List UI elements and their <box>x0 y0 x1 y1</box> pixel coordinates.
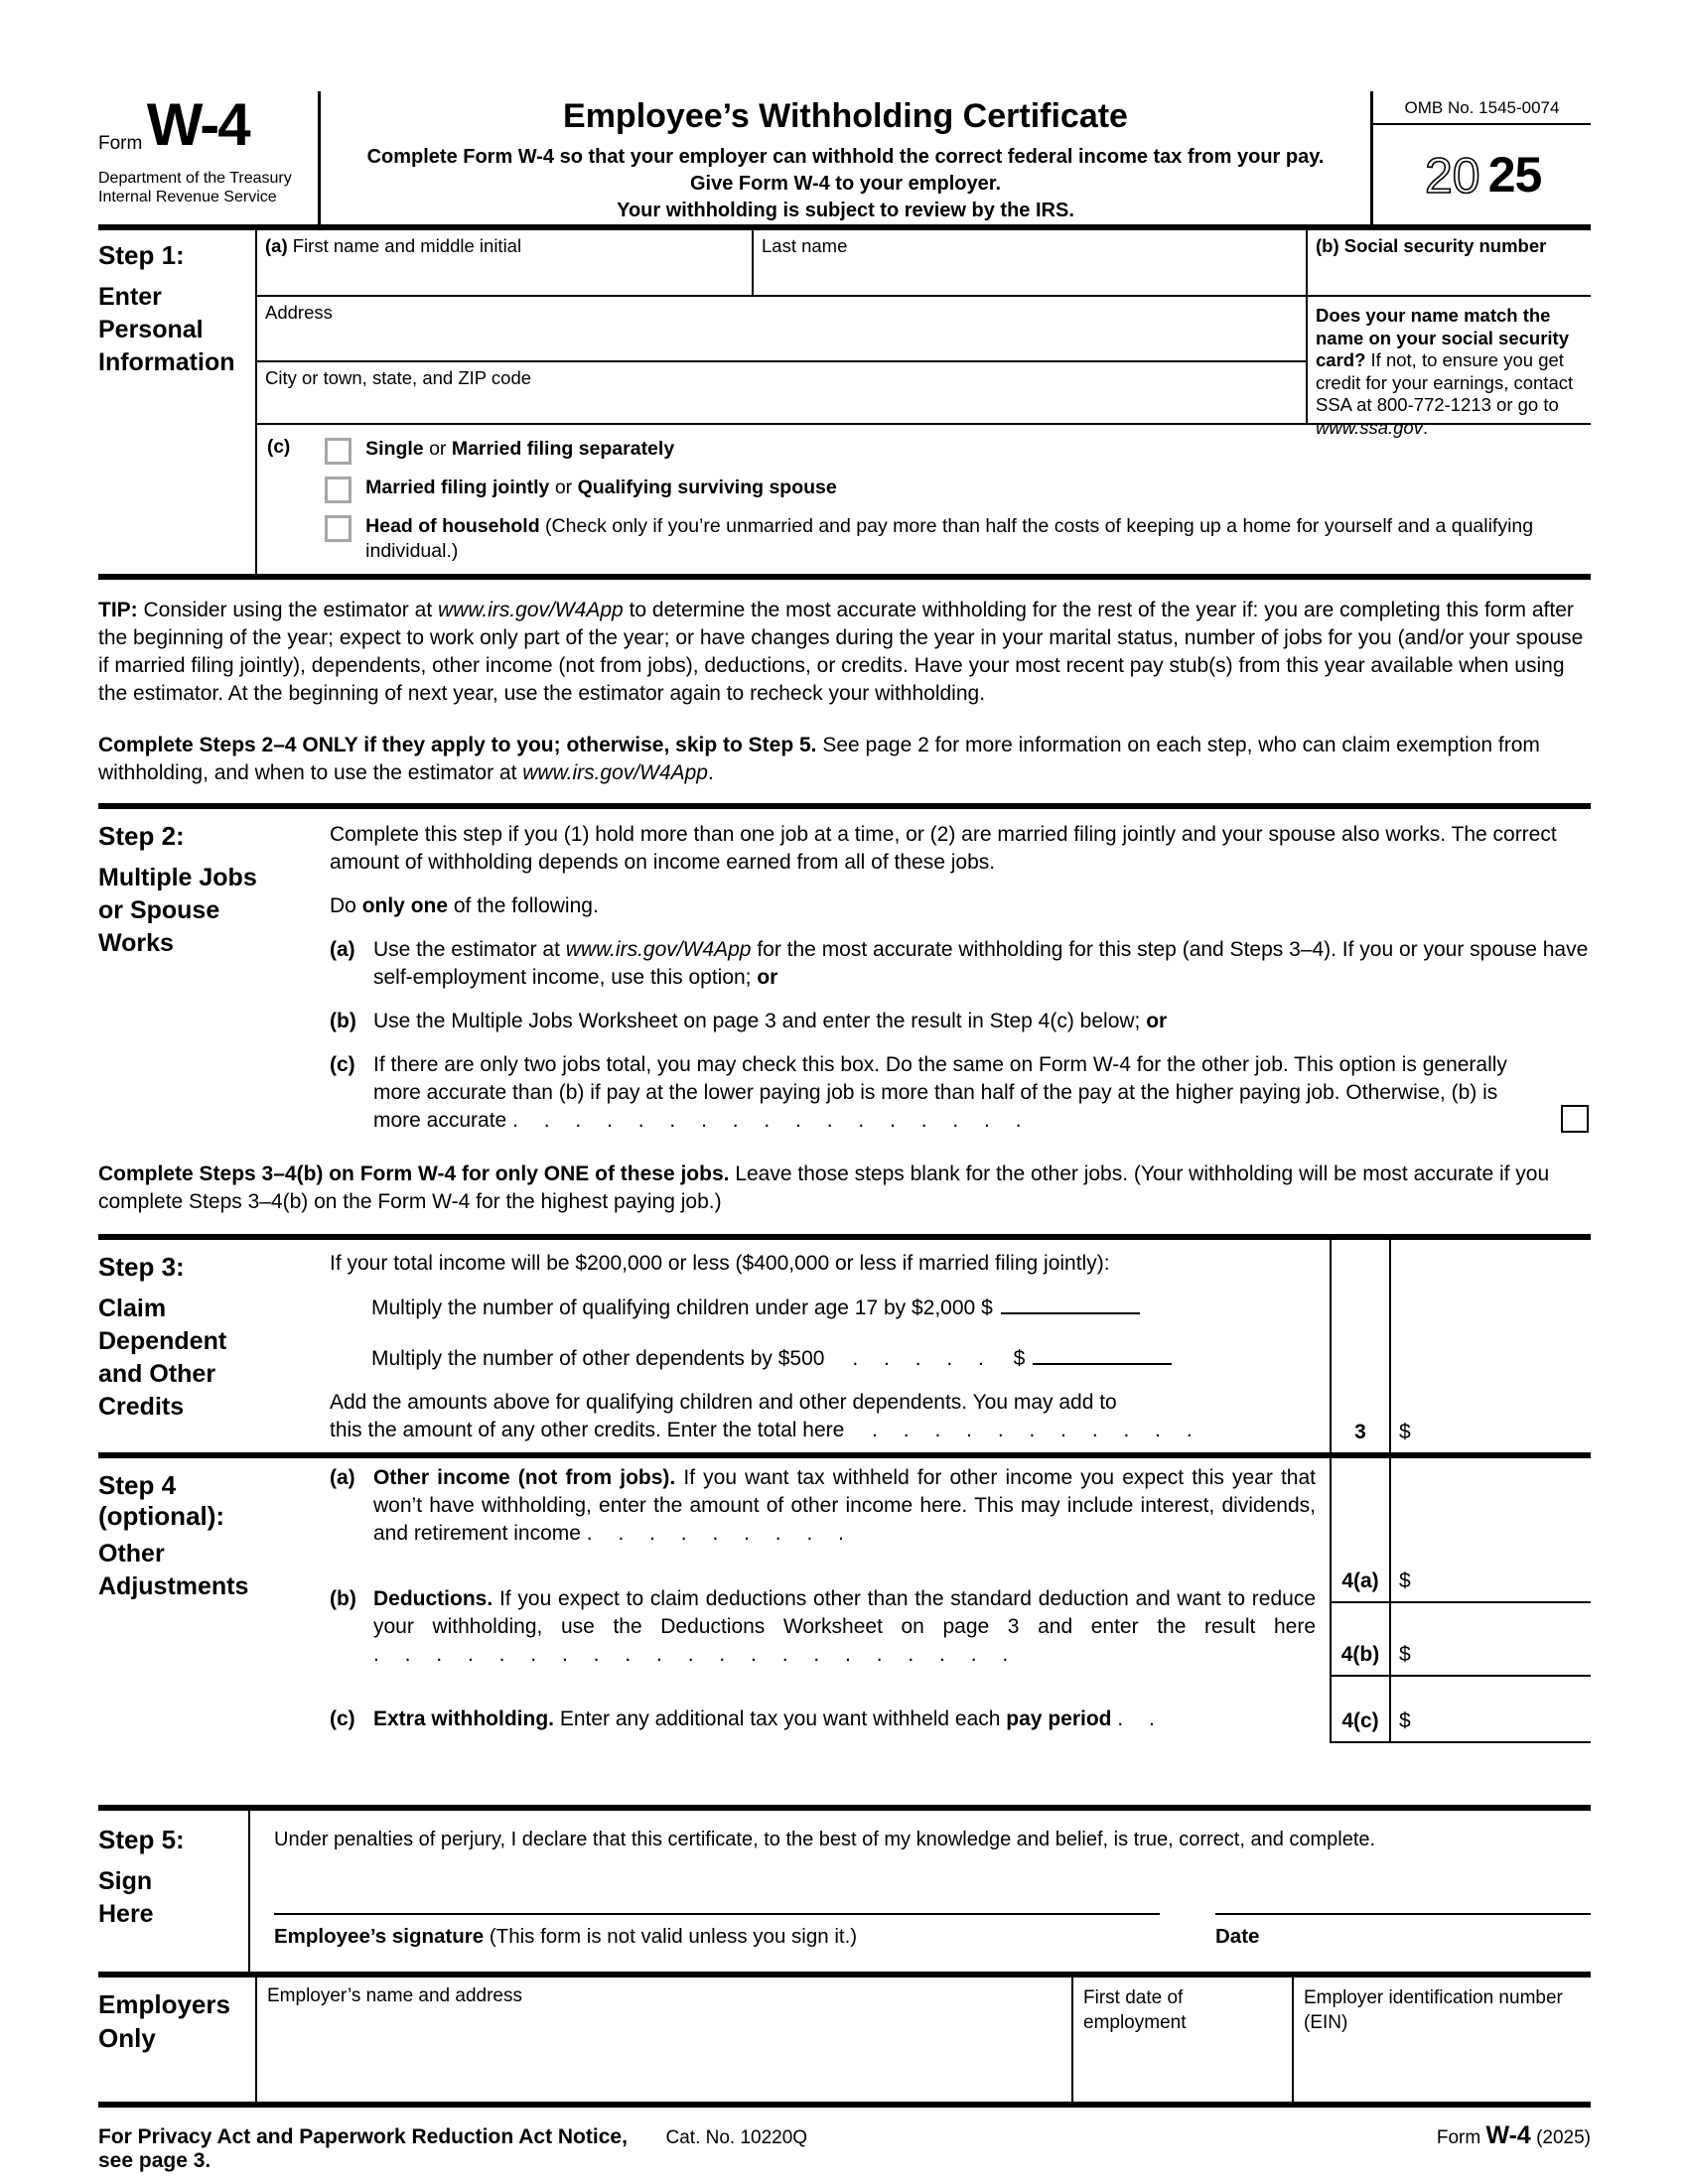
footer-form-id: Form W-4 (2025) <box>1436 2121 1591 2149</box>
filing-option-head-of-household <box>325 514 1591 564</box>
step1-subtitle: Enter Personal Information <box>98 283 235 376</box>
address-field[interactable] <box>257 297 1308 362</box>
step3-amount-field[interactable] <box>1389 1240 1591 1452</box>
step1-title: Step 1: <box>98 240 185 270</box>
step4-subtitle: Other Adjustments <box>98 1540 249 1600</box>
first-name-field[interactable] <box>257 230 754 297</box>
first-name-label: (a) First name and middle initial <box>265 235 522 256</box>
step1-label <box>98 230 257 574</box>
step2-item-b-marker: (b) <box>330 1010 356 1032</box>
signature-line[interactable] <box>274 1913 1160 1915</box>
agency-line: Internal Revenue Service <box>98 189 277 205</box>
steps24-paragraph: Complete Steps 2–4 ONLY if they apply to you; otherwise, skip to Step 5. See page 2 for more information on each step, who can claim exemption from withholding, and when to use the estimator at www.irs.gov/W4App. <box>98 734 1540 784</box>
form-title-block <box>318 91 1370 224</box>
single-checkbox[interactable] <box>325 438 352 465</box>
children-amount-field[interactable] <box>1001 1293 1140 1314</box>
step5-subtitle: Sign Here <box>98 1867 154 1928</box>
last-name-label: Last name <box>762 235 848 256</box>
step4b-amount-field[interactable] <box>1389 1558 1591 1677</box>
ssn-field[interactable] <box>1308 230 1591 297</box>
form-id-block <box>98 91 318 224</box>
form-subtitle-2: Give Form W-4 to your employer. <box>690 173 1001 195</box>
step2-item-c-text: If there are only two jobs total, you may check this box. Do the same on Form W-4 for the other job. This option is generally more accurate than (b) if pay at the lower paying job is more than half of the pay at the higher paying job. Otherwise, (b) is more accurate . . . . . . . . . . . . . . . . . <box>373 1053 1507 1132</box>
step3-label <box>98 1240 330 1452</box>
form-subtitle-1: Complete Form W-4 so that your employer can withhold the correct federal income tax from your pay. <box>366 146 1325 168</box>
step4a-row-number: 4(a) <box>1330 1458 1389 1603</box>
married-jointly-checkbox[interactable] <box>325 477 352 503</box>
form-subtitle-3: Your withholding is subject to review by the IRS. <box>617 200 1074 221</box>
step4c-row-number: 4(c) <box>1330 1675 1389 1743</box>
step3-title: Step 3: <box>98 1252 185 1282</box>
step2-item-a <box>330 936 1591 992</box>
step4b-row-number: 4(b) <box>1330 1558 1389 1677</box>
first-date-employment-field[interactable] <box>1071 1978 1292 2102</box>
signature-block <box>274 1913 1160 1949</box>
dependents-amount-field[interactable] <box>1033 1343 1172 1365</box>
head-of-household-checkbox[interactable] <box>325 515 352 542</box>
date-block <box>1215 1913 1591 1949</box>
year-bold-digits: 25 <box>1487 147 1542 203</box>
step5-section <box>98 1805 1591 1972</box>
first-date-employment-label: First date of employment <box>1083 1987 1187 2033</box>
step3-section <box>98 1240 1591 1458</box>
step1-fields <box>257 230 1591 574</box>
city-state-zip-label: City or town, state, and ZIP code <box>265 367 532 388</box>
step3-subtitle: Claim Dependent and Other Credits <box>98 1295 227 1421</box>
perjury-declaration: Under penalties of perjury, I declare that this certificate, to the best of my knowledge and belief, is true, correct, and complete. <box>274 1829 1376 1850</box>
last-name-field[interactable] <box>754 230 1308 297</box>
footer-form-number: W-4 <box>1485 2121 1531 2149</box>
step2-item-a-marker: (a) <box>330 938 355 961</box>
employer-name-address-label: Employer’s name and address <box>267 1985 522 2006</box>
step1-section <box>98 230 1591 580</box>
page-footer <box>98 2121 1591 2173</box>
step3-dependents-line: Multiply the number of other dependents by $500 . . . . . $ <box>371 1343 1316 1373</box>
filing-status-tag: (c) <box>267 437 291 458</box>
currency-symbol: $ <box>1399 1643 1411 1666</box>
omb-year-block <box>1370 91 1591 224</box>
currency-symbol: $ <box>1399 1421 1411 1443</box>
ein-label: Employer identification number (EIN) <box>1304 1987 1563 2033</box>
step2-item-c-marker: (c) <box>330 1053 355 1076</box>
step4c-marker: (c) <box>330 1707 355 1730</box>
form-word: Form <box>98 133 143 154</box>
step4a-marker: (a) <box>330 1466 355 1489</box>
step2-title: Step 2: <box>98 821 185 851</box>
married-jointly-label: Married filing jointly or Qualifying surviving spouse <box>365 477 837 498</box>
currency-symbol: $ <box>1399 1570 1411 1592</box>
employers-only-label <box>98 1978 257 2102</box>
step5-title: Step 5: <box>98 1825 185 1854</box>
employer-name-address-field[interactable] <box>257 1978 1071 2102</box>
step3-total-line1: Add the amounts above for qualifying children and other dependents. You may add to <box>330 1391 1117 1414</box>
step3-total-line2: this the amount of any other credits. Enter the total here . . . . . . . . . . . <box>330 1419 1202 1441</box>
filing-option-married-jointly <box>325 476 1591 503</box>
w4-form <box>98 91 1591 2173</box>
step2-body <box>330 821 1591 1135</box>
step3-children-line: Multiply the number of qualifying children under age 17 by $2,000 $ <box>371 1293 1316 1322</box>
signature-row <box>274 1913 1591 1949</box>
city-state-zip-field[interactable] <box>257 362 1308 425</box>
step2-label <box>98 821 330 1135</box>
single-label: Single or Married filing separately <box>365 438 675 460</box>
form-title: Employee’s Withholding Certificate <box>563 97 1128 135</box>
two-jobs-checkbox[interactable] <box>1561 1105 1589 1133</box>
filing-status-group <box>257 425 1591 574</box>
filing-option-single <box>325 437 1591 465</box>
steps34-table <box>98 1234 1591 1743</box>
date-line[interactable] <box>1215 1913 1591 1915</box>
step4a-row <box>98 1458 1591 1600</box>
signature-label: Employee’s signature (This form is not valid unless you sign it.) <box>274 1925 858 1948</box>
step5-body <box>250 1811 1591 1972</box>
step2-item-b-text: Use the Multiple Jobs Worksheet on page 3 and enter the result in Step 4(c) below; or <box>373 1010 1168 1032</box>
employers-only-title: Employers Only <box>98 1989 230 2053</box>
address-label: Address <box>265 302 333 323</box>
head-of-household-label: Head of household (Check only if you’re unmarried and pay more than half the costs of keeping up a home for yourself and a qualifying individual.) <box>365 515 1534 562</box>
date-label: Date <box>1215 1925 1260 1948</box>
steps34b-paragraph: Complete Steps 3–4(b) on Form W-4 for only ONE of these jobs. Leave those steps blank for the other jobs. (Your withholding will be most accurate if you complete Steps 3–4(b) on the Form W-4 for the highest paying job.) <box>98 1162 1550 1213</box>
ssa-note: Does your name match the name on your social security card? If not, to ensure you get credit for your earnings, contact SSA at 800-772-1213 or go to www.ssa.gov. <box>1308 297 1591 425</box>
form-number: W-4 <box>146 91 249 158</box>
catalog-number: Cat. No. 10220Q <box>665 2127 808 2148</box>
step2-item-c <box>330 1051 1591 1135</box>
step4c-row <box>98 1675 1591 1743</box>
step3-intro: If your total income will be $200,000 or less ($400,000 or less if married filing jointly): <box>330 1252 1110 1275</box>
step2-subtitle: Multiple Jobs or Spouse Works <box>98 864 257 957</box>
department-line: Department of the Treasury <box>98 170 292 187</box>
svg-text:20: 20 <box>1424 149 1480 201</box>
step4c-text: (c) Extra withholding. Enter any additional tax you want withheld each pay period . . <box>330 1675 1330 1743</box>
year-outline-digits <box>1423 149 1488 201</box>
step2-item-a-text: Use the estimator at www.irs.gov/W4App for the most accurate withholding for this step (and Steps 3–4). If you or your spouse have self-employment income, use this option; or <box>373 938 1589 989</box>
ein-field[interactable] <box>1292 1978 1591 2102</box>
privacy-act-notice: For Privacy Act and Paperwork Reduction Act Notice, see page 3. <box>98 2125 628 2172</box>
ssn-label: (b) Social security number <box>1316 235 1547 256</box>
step4b-row <box>98 1558 1591 1675</box>
step3-text <box>330 1240 1330 1452</box>
step3-row-number: 3 <box>1330 1240 1389 1452</box>
step5-label <box>98 1811 250 1972</box>
step4b-text: (b) Deductions. If you expect to claim deductions other than the standard deduction and want to reduce your withholding, use the Deductions Worksheet on page 3 and enter the result here . . . . . . . . . . . . . . . . . . . . . <box>330 1558 1330 1677</box>
tax-year <box>1373 125 1591 224</box>
step4b-marker: (b) <box>330 1587 356 1610</box>
step4c-amount-field[interactable] <box>1389 1675 1591 1743</box>
step4-title: Step 4 (optional): <box>98 1470 225 1531</box>
filing-status-options <box>325 437 1591 564</box>
step4a-text: (a) Other income (not from jobs). If you want tax withheld for other income you expect this year that won’t have withholding, enter the amount of other income here. This may include interest, dividends, and retirement income . . . . . . . . . <box>330 1458 1330 1603</box>
step2-do-only-one: Do only one of the following. <box>330 894 599 917</box>
omb-number: OMB No. 1545-0074 <box>1373 91 1591 125</box>
form-header <box>98 91 1591 230</box>
employers-only-section <box>98 1972 1591 2108</box>
step2-intro: Complete this step if you (1) hold more than one job at a time, or (2) are married filing jointly and your spouse also works. The correct amount of withholding depends on income earned from all of these jobs. <box>330 823 1557 874</box>
tip-paragraph: TIP: Consider using the estimator at www.irs.gov/W4App to determine the most accurate withholding for the rest of the year if: you are completing this form after the beginning of the year; expect to work only part of the year; or have changes during the year in your marital status, number of jobs for you (and/or your spouse if married filing jointly), dependents, other income (not from jobs), deductions, or credits. Have your most recent pay stub(s) from this year available when using the estimator. At the beginning of next year, use the estimator again to recheck your withholding. <box>98 599 1584 705</box>
currency-symbol: $ <box>1399 1709 1411 1732</box>
step2-item-b <box>330 1008 1591 1035</box>
step2-section <box>98 809 1591 1135</box>
